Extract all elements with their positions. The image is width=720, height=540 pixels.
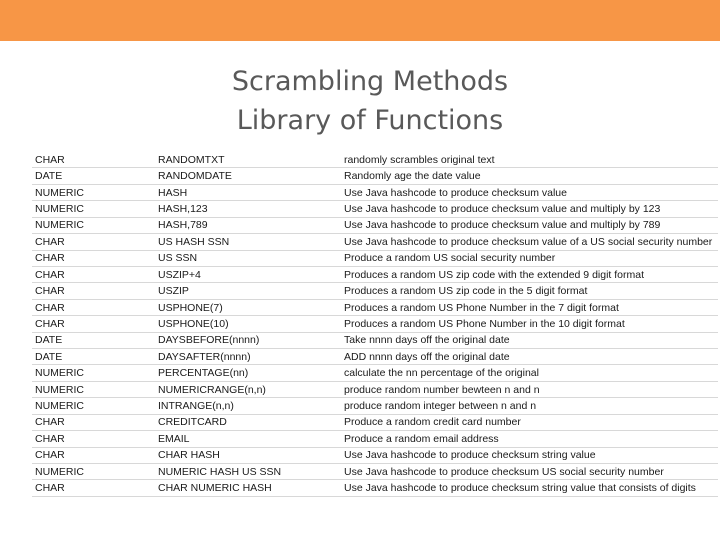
data-type-cell: DATE <box>32 349 155 365</box>
data-type-cell: CHAR <box>32 283 155 299</box>
data-type-cell: CHAR <box>32 234 155 250</box>
function-name-cell: NUMERIC HASH US SSN <box>155 464 341 480</box>
table-row <box>32 152 718 168</box>
data-type-cell: NUMERIC <box>32 464 155 480</box>
description-cell: Produces a random US zip code with the extended 9 digit format <box>341 266 718 282</box>
table-row <box>32 332 718 348</box>
function-name-cell: USZIP <box>155 283 341 299</box>
description-cell: Randomly age the date value <box>341 168 718 184</box>
description-cell: Use Java hashcode to produce checksum value and multiply by 123 <box>341 201 718 217</box>
description-cell: produce random number bewteen n and n <box>341 381 718 397</box>
function-name-cell: EMAIL <box>155 431 341 447</box>
function-name-cell: USZIP+4 <box>155 266 341 282</box>
data-type-cell: DATE <box>32 332 155 348</box>
description-cell: ADD nnnn days off the original date <box>341 349 718 365</box>
slide-title <box>0 62 720 140</box>
description-cell: Use Java hashcode to produce checksum value <box>341 184 718 200</box>
function-name-cell: RANDOMTXT <box>155 152 341 168</box>
description-cell: calculate the nn percentage of the original <box>341 365 718 381</box>
table-row <box>32 349 718 365</box>
slide-title-line-1: Scrambling Methods <box>231 66 509 97</box>
description-cell: Use Java hashcode to produce checksum string value that consists of digits <box>341 480 718 496</box>
data-type-cell: NUMERIC <box>32 365 155 381</box>
function-name-cell: RANDOMDATE <box>155 168 341 184</box>
data-type-cell: CHAR <box>32 480 155 496</box>
description-cell: produce random integer between n and n <box>341 398 718 414</box>
function-name-cell: USPHONE(7) <box>155 299 341 315</box>
data-type-cell: NUMERIC <box>32 398 155 414</box>
table-row <box>32 283 718 299</box>
description-cell: Produce a random credit card number <box>341 414 718 430</box>
function-name-cell: PERCENTAGE(nn) <box>155 365 341 381</box>
function-name-cell: CHAR NUMERIC HASH <box>155 480 341 496</box>
description-cell: Use Java hashcode to produce checksum US social security number <box>341 464 718 480</box>
data-type-cell: CHAR <box>32 447 155 463</box>
function-name-cell: NUMERICRANGE(n,n) <box>155 381 341 397</box>
data-type-cell: NUMERIC <box>32 381 155 397</box>
function-name-cell: DAYSAFTER(nnnn) <box>155 349 341 365</box>
table-row <box>32 266 718 282</box>
description-cell: Use Java hashcode to produce checksum value and multiply by 789 <box>341 217 718 233</box>
function-name-cell: CREDITCARD <box>155 414 341 430</box>
data-type-cell: CHAR <box>32 266 155 282</box>
description-cell: Produces a random US Phone Number in the 7 digit format <box>341 299 718 315</box>
function-name-cell: USPHONE(10) <box>155 316 341 332</box>
function-name-cell: US SSN <box>155 250 341 266</box>
table-row <box>32 168 718 184</box>
table-row <box>32 398 718 414</box>
description-cell: Use Java hashcode to produce checksum value of a US social security number <box>341 234 718 250</box>
description-cell: randomly scrambles original text <box>341 152 718 168</box>
description-cell: Take nnnn days off the original date <box>341 332 718 348</box>
table-row <box>32 480 718 496</box>
data-type-cell: CHAR <box>32 316 155 332</box>
data-type-cell: CHAR <box>32 431 155 447</box>
function-name-cell: HASH,789 <box>155 217 341 233</box>
data-type-cell: NUMERIC <box>32 201 155 217</box>
data-type-cell: NUMERIC <box>32 217 155 233</box>
description-cell: Produce a random US social security number <box>341 250 718 266</box>
table-row <box>32 184 718 200</box>
functions-table-body <box>32 152 718 496</box>
table-row <box>32 316 718 332</box>
table-row <box>32 217 718 233</box>
function-name-cell: HASH,123 <box>155 201 341 217</box>
function-name-cell: CHAR HASH <box>155 447 341 463</box>
table-row <box>32 381 718 397</box>
description-cell: Produces a random US Phone Number in the 10 digit format <box>341 316 718 332</box>
table-row <box>32 447 718 463</box>
table-row <box>32 365 718 381</box>
function-name-cell: HASH <box>155 184 341 200</box>
top-accent-bar <box>0 0 720 41</box>
table-row <box>32 250 718 266</box>
data-type-cell: DATE <box>32 168 155 184</box>
function-name-cell: US HASH SSN <box>155 234 341 250</box>
function-name-cell: DAYSBEFORE(nnnn) <box>155 332 341 348</box>
description-cell: Produces a random US zip code in the 5 digit format <box>341 283 718 299</box>
data-type-cell: CHAR <box>32 414 155 430</box>
table-row <box>32 414 718 430</box>
table-row <box>32 464 718 480</box>
table-row <box>32 234 718 250</box>
data-type-cell: CHAR <box>32 250 155 266</box>
table-row <box>32 299 718 315</box>
functions-table <box>32 152 718 497</box>
table-row <box>32 431 718 447</box>
description-cell: Use Java hashcode to produce checksum string value <box>341 447 718 463</box>
slide-title-line-2: Library of Functions <box>236 105 504 136</box>
function-name-cell: INTRANGE(n,n) <box>155 398 341 414</box>
data-type-cell: CHAR <box>32 299 155 315</box>
description-cell: Produce a random email address <box>341 431 718 447</box>
table-row <box>32 201 718 217</box>
data-type-cell: NUMERIC <box>32 184 155 200</box>
data-type-cell: CHAR <box>32 152 155 168</box>
